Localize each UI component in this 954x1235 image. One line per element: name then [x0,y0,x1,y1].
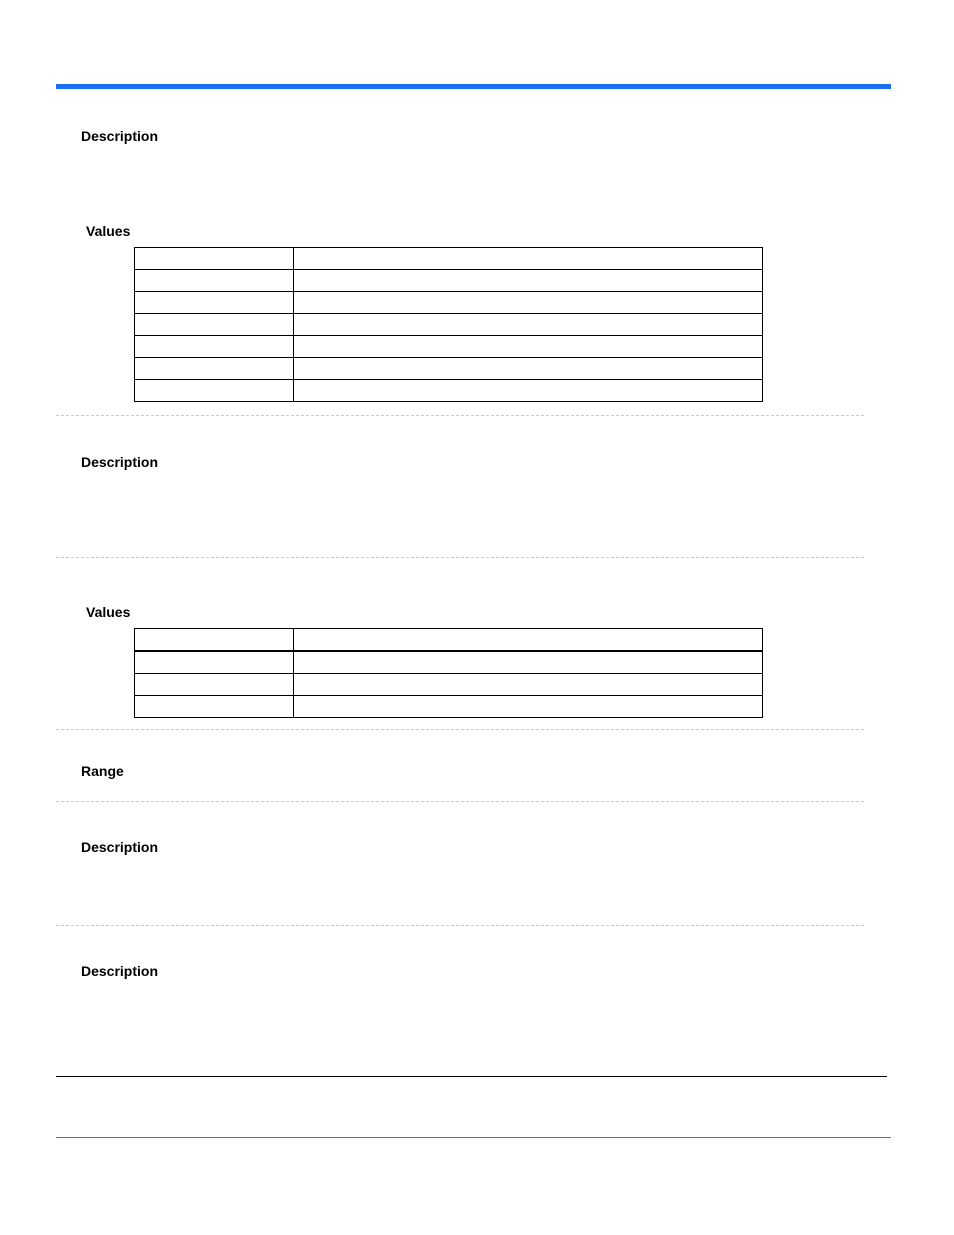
section-heading-description: Description [81,454,159,470]
header-accent-bar [56,84,891,89]
table-cell [294,248,763,270]
table-cell [294,292,763,314]
table-cell [135,248,294,270]
table-row [135,292,763,314]
table-cell [135,380,294,402]
values-table-1 [134,247,763,402]
section-heading-values: Values [86,604,131,620]
section-separator [56,729,864,730]
section-heading-description: Description [81,839,159,855]
section-separator [56,557,864,558]
table-cell [294,380,763,402]
section-separator [56,801,864,802]
table-row [135,336,763,358]
table-cell [135,314,294,336]
section-heading-range: Range [81,763,124,779]
table-row [135,358,763,380]
table-row [135,696,763,718]
section-separator [56,415,864,416]
table-row [135,674,763,696]
table-cell [294,358,763,380]
table-cell [135,651,294,674]
table-cell [294,629,763,652]
table-row [135,629,763,652]
footer-accent-rule [56,1137,891,1138]
table-cell [294,314,763,336]
section-heading-description: Description [81,128,159,144]
table-cell [135,358,294,380]
table-row [135,314,763,336]
table-cell [294,270,763,292]
table-row [135,270,763,292]
table-cell [135,270,294,292]
section-heading-description: Description [81,963,159,979]
table-row [135,248,763,270]
table-cell [135,292,294,314]
table-cell [135,336,294,358]
section-heading-values: Values [86,223,131,239]
table-cell [135,674,294,696]
table-cell [135,696,294,718]
section-separator [56,925,864,926]
table-cell [294,696,763,718]
values-table-2 [134,628,763,718]
table-row [135,380,763,402]
table-cell [135,629,294,652]
table-cell [294,651,763,674]
table-row [135,651,763,674]
table-cell [294,336,763,358]
table-cell [294,674,763,696]
footer-rule [56,1076,887,1077]
